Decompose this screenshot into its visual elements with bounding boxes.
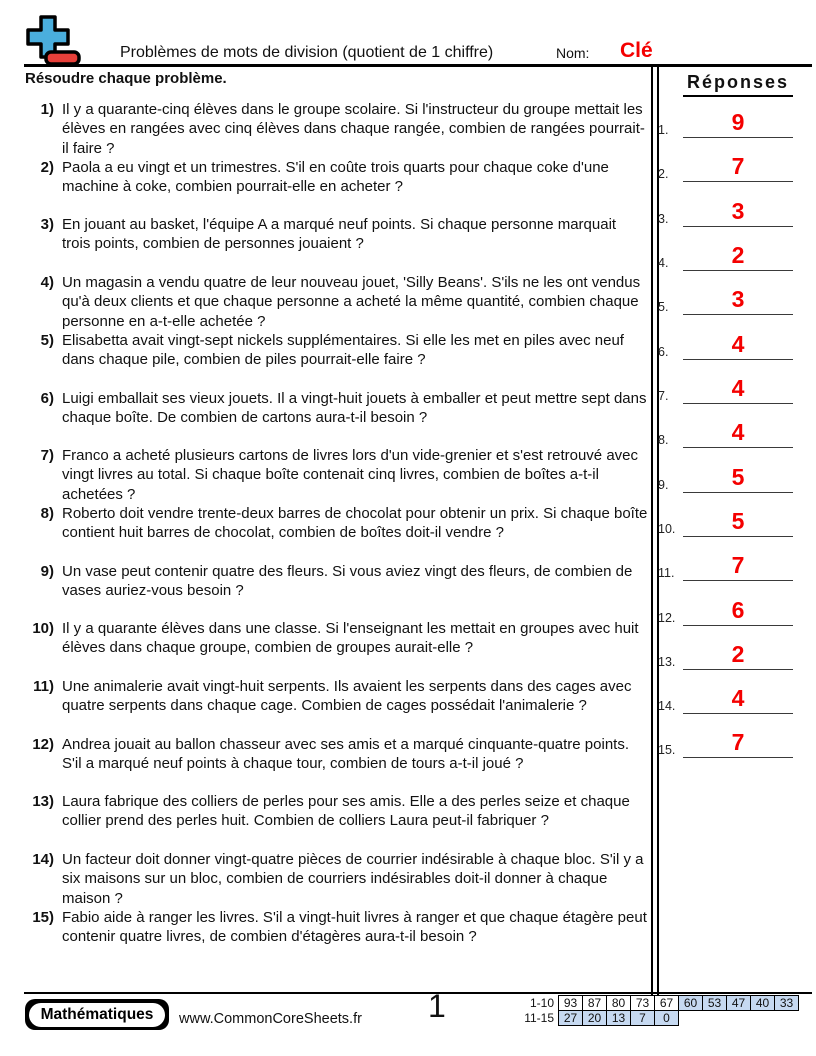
answer-blank-line <box>683 554 793 581</box>
score-cell: 47 <box>726 995 751 1011</box>
answer-value: 3 <box>731 198 745 224</box>
answer-number: 14. <box>658 699 676 713</box>
brand-label: Mathématiques <box>29 1003 165 1027</box>
score-row <box>490 995 799 1011</box>
answer-blank-line <box>683 111 793 138</box>
answer-blank-line <box>683 731 793 758</box>
answer-row <box>658 193 793 227</box>
problem-number: 11) <box>33 678 54 695</box>
answer-blank-line <box>683 421 793 448</box>
answer-row <box>658 281 793 315</box>
problem-item <box>24 389 648 428</box>
problem-number: 13) <box>32 793 54 810</box>
answer-number: 15. <box>658 743 676 757</box>
problem-item <box>24 158 648 197</box>
answer-value: 9 <box>731 109 745 135</box>
problem-item <box>24 504 648 543</box>
problem-text: Un facteur doit donner vingt-quatre pièces de courrier indésirable à chaque bloc. S'il y a six maisons sur un bloc, combien de courriers indésirables doit-il donner à chaque maison ? <box>62 851 644 907</box>
answer-row <box>658 636 793 670</box>
answer-row <box>658 592 793 626</box>
problem-item <box>24 908 648 947</box>
answer-number: 7. <box>658 389 669 403</box>
score-cell: 53 <box>702 995 727 1011</box>
problem-number: 1) <box>40 101 54 118</box>
problem-number: 7) <box>40 447 54 464</box>
instruction-text: Résoudre chaque problème. <box>25 70 227 87</box>
answer-blank-line <box>683 155 793 182</box>
answer-blank-line <box>683 687 793 714</box>
problem-item <box>24 273 648 331</box>
answer-number: 11. <box>658 566 675 580</box>
answer-number: 8. <box>658 433 669 447</box>
score-cell: 40 <box>750 995 775 1011</box>
score-cell: 0 <box>654 1010 679 1026</box>
answers-title: Réponses <box>683 72 793 97</box>
answer-row <box>658 237 793 271</box>
answer-value: 7 <box>731 729 745 755</box>
answer-row <box>658 104 793 138</box>
problem-text: En jouant au basket, l'équipe A a marqué neuf points. Si chaque personne marquait trois points, combien de personnes jouaient ? <box>62 216 617 253</box>
answer-number: 13. <box>658 655 676 669</box>
answer-value: 2 <box>731 641 745 667</box>
score-cell: 87 <box>582 995 607 1011</box>
answer-value: 2 <box>731 242 745 268</box>
footer-divider <box>24 992 812 994</box>
score-range-label: 11-15 <box>524 1011 554 1025</box>
answer-blank-line <box>683 377 793 404</box>
problem-item <box>24 619 648 658</box>
answer-value: 7 <box>731 153 745 179</box>
answer-blank-line <box>683 200 793 227</box>
name-value-key: Clé <box>620 39 653 62</box>
problem-number: 6) <box>40 390 54 407</box>
score-cell: 20 <box>582 1010 607 1026</box>
answer-value: 5 <box>731 508 745 534</box>
problem-text: Andrea jouait au ballon chasseur avec ses amis et a marqué cinquante-quatre points. S'il a marqué neuf points à chaque tour, combien de tours a-t-il joué ? <box>62 736 630 773</box>
answer-number: 2. <box>658 167 669 181</box>
minus-icon <box>46 52 79 64</box>
problem-item <box>24 792 648 831</box>
answer-row <box>658 724 793 758</box>
problem-text: Roberto doit vendre trente-deux barres de chocolat pour obtenir un prix. Si chaque boîte contient huit barres de chocolat, combien de boîtes doit-il vendre ? <box>62 505 648 542</box>
answer-blank-line <box>683 510 793 537</box>
problem-text: Une animalerie avait vingt-huit serpents. Ils avaient les serpents dans des cages avec quatre serpents dans chaque cage. Combien de cages possédait l'animalerie ? <box>62 678 632 715</box>
problem-text: Luigi emballait ses vieux jouets. Il a vingt-huit jouets à emballer et peut mettre sept dans chaque boîte. De combien de cartons aura-t-il besoin ? <box>62 390 647 427</box>
answer-value: 6 <box>731 597 745 623</box>
answer-blank-line <box>683 244 793 271</box>
problem-number: 9) <box>40 563 54 580</box>
problem-text: Un magasin a vendu quatre de leur nouveau jouet, 'Silly Beans'. S'ils ne les ont vendus qu'à deux clients et que chaque personne a acheté la même quantité, combien chaque personne en a-t-elle achetée ? <box>62 274 641 330</box>
answer-row <box>658 414 793 448</box>
problem-number: 4) <box>40 274 54 291</box>
answer-row <box>658 503 793 537</box>
name-label: Nom: <box>556 45 590 61</box>
answer-row <box>658 459 793 493</box>
worksheet-title: Problèmes de mots de division (quotient de 1 chiffre) <box>120 44 494 61</box>
problem-text: Paola a eu vingt et un trimestres. S'il en coûte trois quarts pour chaque coke d'une machine à coke, combien pourrait-elle en acheter ? <box>62 159 609 196</box>
problem-number: 2) <box>40 159 54 176</box>
score-cell: 67 <box>654 995 679 1011</box>
header-divider <box>24 64 812 67</box>
answer-number: 5. <box>658 300 669 314</box>
answer-value: 4 <box>731 375 745 401</box>
answer-value: 4 <box>731 685 745 711</box>
answer-row <box>658 547 793 581</box>
answer-blank-line <box>683 333 793 360</box>
problem-number: 10) <box>32 620 54 637</box>
problem-item <box>24 677 648 716</box>
problem-number: 15) <box>32 909 54 926</box>
answer-row <box>658 326 793 360</box>
problem-item <box>24 850 648 908</box>
problem-number: 12) <box>32 736 54 753</box>
score-cell: 27 <box>558 1010 583 1026</box>
problem-item <box>24 100 648 158</box>
problem-item <box>24 446 648 504</box>
plus-minus-logo-icon <box>24 14 82 68</box>
answer-blank-line <box>683 288 793 315</box>
problem-number: 14) <box>32 851 54 868</box>
problem-text: Franco a acheté plusieurs cartons de livres lors d'un vide-grenier et s'est retrouvé avec vingt livres au total. Si chaque boîte contenait cinq livres, combien de boîtes a-t-il achetées ? <box>62 447 639 503</box>
answer-blank-line <box>683 643 793 670</box>
answer-number: 9. <box>658 478 669 492</box>
score-range-label: 1-10 <box>529 996 554 1010</box>
answer-number: 12. <box>658 611 676 625</box>
problem-item <box>24 735 648 774</box>
score-cell: 80 <box>606 995 631 1011</box>
problem-number: 3) <box>40 216 54 233</box>
score-cell: 60 <box>678 995 703 1011</box>
problem-text: Il y a quarante élèves dans une classe. Si l'enseignant les mettait en groupes avec huit élèves dans chaque groupe, combien de groupes aurait-elle ? <box>62 620 639 657</box>
answer-number: 4. <box>658 256 669 270</box>
score-row <box>490 1010 799 1026</box>
answer-blank-line <box>683 599 793 626</box>
answer-value: 4 <box>731 419 745 445</box>
score-cell: 33 <box>774 995 799 1011</box>
answer-number: 3. <box>658 212 669 226</box>
answer-row <box>658 148 793 182</box>
score-cell: 93 <box>558 995 583 1011</box>
answer-number: 10. <box>658 522 676 536</box>
answer-value: 3 <box>731 286 745 312</box>
problem-text: Fabio aide à ranger les livres. S'il a vingt-huit livres à ranger et que chaque étagère peut contenir quatre livres, de combien d'étagères aura-t-il besoin ? <box>62 909 647 946</box>
problem-item <box>24 215 648 254</box>
problem-item <box>24 331 648 370</box>
score-cell: 7 <box>630 1010 655 1026</box>
answer-value: 7 <box>731 552 745 578</box>
score-cell: 73 <box>630 995 655 1011</box>
answer-value: 4 <box>731 331 745 357</box>
problem-number: 8) <box>40 505 54 522</box>
problem-number: 5) <box>40 332 54 349</box>
problem-text: Laura fabrique des colliers de perles pour ses amis. Elle a des perles seize et chaque collier prend des perles huit. Combien de colliers Laura peut-il fabriquer ? <box>62 793 630 830</box>
website-url: www.CommonCoreSheets.fr <box>179 1011 362 1027</box>
problem-text: Elisabetta avait vingt-sept nickels supplémentaires. Si elle les met en piles avec neuf dans chaque pile, combien de piles pourrait-elle faire ? <box>62 332 624 369</box>
problem-text: Un vase peut contenir quatre des fleurs. Si vous aviez vingt des fleurs, de combien de vases auriez-vous besoin ? <box>62 563 633 600</box>
problem-text: Il y a quarante-cinq élèves dans le groupe scolaire. Si l'instructeur du groupe mettait les élèves en rangées avec cinq élèves dans chaque rangée, combien de rangées pourrait-il faire ? <box>62 101 645 157</box>
problem-item <box>24 562 648 601</box>
answer-number: 1. <box>658 123 669 137</box>
brand-badge <box>25 999 169 1030</box>
score-table <box>490 995 799 1026</box>
answer-row <box>658 370 793 404</box>
answer-blank-line <box>683 466 793 493</box>
answer-number: 6. <box>658 345 669 359</box>
answer-value: 5 <box>731 464 745 490</box>
answer-row <box>658 680 793 714</box>
score-cell: 13 <box>606 1010 631 1026</box>
page-number: 1 <box>428 988 446 1024</box>
